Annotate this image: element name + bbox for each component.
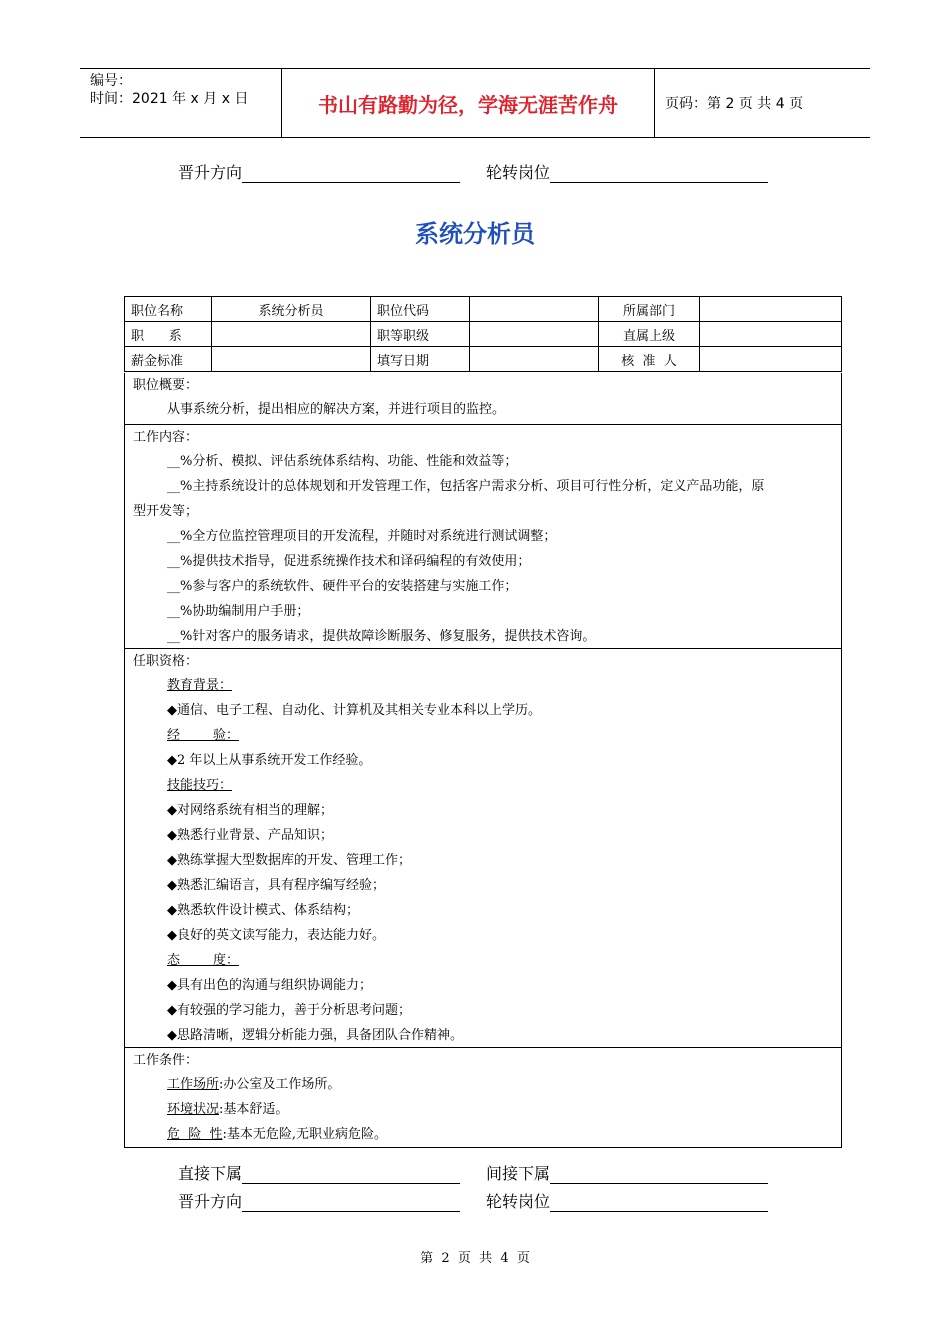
superior-label: 直属上级 <box>599 322 700 347</box>
direct-label: 直接下属 <box>178 1164 243 1183</box>
number-label: 编号： <box>90 73 132 89</box>
salary-value[interactable] <box>212 347 371 372</box>
attitude-item: ◆有较强的学习能力，善于分析思考问题； <box>167 1003 411 1018</box>
series-value[interactable] <box>212 322 371 347</box>
env-value: :基本舒适。 <box>219 1102 289 1117</box>
rotation-label: 轮转岗位 <box>486 163 551 182</box>
condition-place <box>125 1072 841 1097</box>
grade-value[interactable] <box>470 322 599 347</box>
experience-item: ◆2 年以上从事系统开发工作经验。 <box>167 753 372 768</box>
attitude-item: ◆具有出色的沟通与组织协调能力； <box>167 978 372 993</box>
condition-risk <box>125 1122 841 1147</box>
bottom-line-row-1 <box>178 1161 768 1184</box>
duty-item: __%主持系统设计的总体规划和开发管理工作，包括客户需求分析、项目可行性分析，定义产品功能，原 <box>167 479 765 494</box>
skill-item: ◆熟悉行业背景、产品知识； <box>167 828 333 843</box>
skill-item: ◆良好的英文读写能力，表达能力好。 <box>167 928 385 943</box>
rotation-blank-bottom[interactable] <box>550 1193 768 1212</box>
overview-text: 从事系统分析，提出相应的解决方案，并进行项目的监控。 <box>167 402 506 417</box>
superior-value[interactable] <box>700 322 842 347</box>
salary-label: 薪金标准 <box>125 347 212 372</box>
place-value: :办公室及工作场所。 <box>219 1077 341 1092</box>
indirect-blank[interactable] <box>550 1165 768 1184</box>
skill-item: ◆熟悉汇编语言，具有程序编写经验； <box>167 878 385 893</box>
skill-item: ◆熟练掌握大型数据库的开发、管理工作； <box>167 853 411 868</box>
duty-item: 型开发等； <box>133 504 199 519</box>
position-name-label: 职位名称 <box>125 297 212 322</box>
experience-label: 经 验： <box>167 728 240 743</box>
duty-item: __%针对客户的服务请求，提供故障诊断服务、修复服务，提供技术咨询。 <box>167 629 596 644</box>
rotation-blank[interactable] <box>550 164 768 183</box>
risk-label: 危 险 性 <box>167 1127 223 1142</box>
page-header <box>80 68 870 138</box>
motto: 书山有路勤为径，学海无涯苦作舟 <box>282 69 655 137</box>
page-info: 页码：第 2 页 共 4 页 <box>665 96 804 112</box>
place-label: 工作场所 <box>167 1077 220 1092</box>
qualifications-section <box>124 649 842 1048</box>
date-label: 填写日期 <box>371 347 470 372</box>
overview-heading: 职位概要： <box>133 378 199 393</box>
duty-item: __%参与客户的系统软件、硬件平台的安装搭建与实施工作； <box>167 579 518 594</box>
department-label: 所属部门 <box>599 297 700 322</box>
page-footer: 第 2 页 共 4 页 <box>420 1251 530 1266</box>
series-label: 职 系 <box>125 322 212 347</box>
env-label: 环境状况 <box>167 1102 220 1117</box>
approver-label: 核 准 人 <box>599 347 700 372</box>
attitude-item: ◆思路清晰，逻辑分析能力强，具备团队合作精神。 <box>167 1028 463 1043</box>
qualifications-heading: 任职资格： <box>133 654 199 669</box>
position-name-value: 系统分析员 <box>212 297 371 322</box>
position-code-label: 职位代码 <box>371 297 470 322</box>
duty-item: __%协助编制用户手册； <box>167 604 310 619</box>
promotion-label-bottom: 晋升方向 <box>178 1192 243 1211</box>
bottom-line-row-2 <box>178 1189 768 1212</box>
skill-item: ◆对网络系统有相当的理解； <box>167 803 333 818</box>
indirect-label: 间接下属 <box>486 1164 551 1183</box>
attitude-label: 态 度： <box>167 953 240 968</box>
grade-label: 职等职级 <box>371 322 470 347</box>
info-table <box>124 296 842 372</box>
condition-env <box>125 1097 841 1122</box>
duties-heading: 工作内容： <box>133 430 199 445</box>
position-code-value[interactable] <box>470 297 599 322</box>
approver-value[interactable] <box>700 347 842 372</box>
date-value[interactable] <box>470 347 599 372</box>
duties-section <box>124 425 842 649</box>
risk-value: :基本无危险,无职业病危险。 <box>222 1127 388 1142</box>
duty-item: __%提供技术指导，促进系统操作技术和译码编程的有效使用； <box>167 554 531 569</box>
duty-item: __%分析、模拟、评估系统体系结构、功能、性能和效益等； <box>167 454 518 469</box>
duty-item: __%全方位监控管理项目的开发流程，并随时对系统进行测试调整； <box>167 529 557 544</box>
promotion-blank[interactable] <box>242 164 460 183</box>
direct-blank[interactable] <box>242 1165 460 1184</box>
education-item: ◆通信、电子工程、自动化、计算机及其相关专业本科以上学历。 <box>167 703 541 718</box>
top-line-row <box>178 160 768 183</box>
skills-label: 技能技巧： <box>167 778 233 793</box>
department-value[interactable] <box>700 297 842 322</box>
conditions-section <box>124 1048 842 1148</box>
page-title: 系统分析员 <box>415 220 535 248</box>
promotion-label: 晋升方向 <box>178 163 243 182</box>
overview-section <box>124 373 842 425</box>
header-meta <box>80 69 282 137</box>
time-label: 时间：2021 年 x 月 x 日 <box>90 91 249 107</box>
conditions-heading: 工作条件： <box>133 1053 199 1068</box>
rotation-label-bottom: 轮转岗位 <box>486 1192 551 1211</box>
skill-item: ◆熟悉软件设计模式、体系结构； <box>167 903 359 918</box>
promotion-blank-bottom[interactable] <box>242 1193 460 1212</box>
education-label: 教育背景： <box>167 678 233 693</box>
